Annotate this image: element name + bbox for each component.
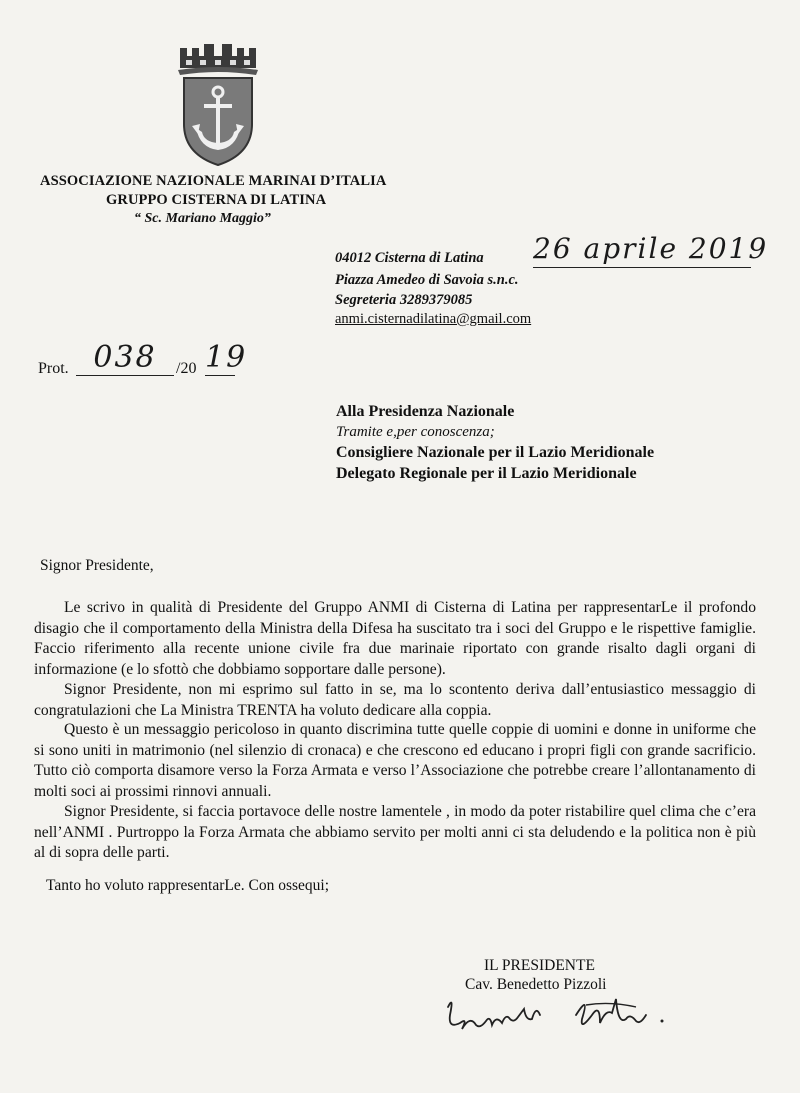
- street-address: Piazza Amedeo di Savoia s.n.c.: [335, 272, 519, 288]
- group-dedication: “ Sc. Mariano Maggio”: [134, 211, 271, 226]
- handwritten-date: 26 aprile 2019: [533, 232, 751, 268]
- protocol-label: Prot.: [38, 360, 69, 377]
- paragraph-2: Signor Presidente, non mi esprimo sul fatto in se, ma lo scontento deriva dall’entusiastico messaggio di congratulazioni che La Ministra TRENTA ha voluto dedicare alla coppia.: [34, 681, 756, 719]
- recipient-primary: Alla Presidenza Nazionale: [336, 403, 515, 420]
- signatory-title: IL PRESIDENTE: [484, 957, 595, 974]
- salutation: Signor Presidente,: [40, 557, 154, 574]
- group-name: GRUPPO CISTERNA DI LATINA: [106, 192, 327, 208]
- protocol-year: 19: [205, 340, 248, 375]
- recipient-cc1: Consigliere Nazionale per il Lazio Meridionale: [336, 444, 655, 461]
- paragraph-3: Questo è un messaggio pericoloso in quanto discrimina tutte quelle coppie di uomini e donne in uniforme che si sono uniti in matrimonio (nel silenzio di cronaca) e che crescono ed educano i propri figli con grande sacrificio. Tutto ciò comporta disamore verso la Forza Armata e verso l’Associazione che potrebbe creare l’allontanamento di molti soci ai prossimi rinnovi annuali.: [34, 721, 756, 800]
- email-link[interactable]: anmi.cisternadilatina@gmail.com: [335, 311, 532, 327]
- recipient-cc2: Delegato Regionale per il Lazio Meridionale: [336, 465, 637, 482]
- signatory-name: Cav. Benedetto Pizzoli: [465, 976, 607, 993]
- paragraph-4: Signor Presidente, si faccia portavoce delle nostre lamentele , in modo da poter ristabilire quel clima che c’era nell’ANMI . Purtroppo la Forza Armata che abbiamo servito per molti anni ci sta deludendo e la politica non è più al di sopra delle parti.: [34, 803, 756, 861]
- anchor-coat-of-arms-icon: [176, 42, 260, 167]
- paragraph-1: Le scrivo in qualità di Presidente del Gruppo ANMI di Cisterna di Latina per rappresentarLe il profondo disagio che il comportamento della Ministra della Difesa ha suscitato tra i soci del Gruppo e le rispettive famiglie. Faccio riferimento alla recente unione civile fra due marinaie riportato con grande risalto dagli organi di informazione (e lo sfottò che dobbiamo sopportare dalle persone).: [34, 599, 756, 678]
- secretariat-phone: Segreteria 3289379085: [335, 292, 473, 308]
- protocol-number: 038: [76, 340, 174, 376]
- protocol-year-prefix: /20: [176, 360, 197, 377]
- city-line: 04012 Cisterna di Latina: [335, 250, 484, 266]
- closing: Tanto ho voluto rappresentarLe. Con ossequi;: [46, 877, 330, 894]
- handwritten-signature: [440, 985, 670, 1045]
- organization-name: ASSOCIAZIONE NAZIONALE MARINAI D’ITALIA: [40, 173, 387, 189]
- recipient-note: Tramite e,per conoscenza;: [336, 424, 495, 440]
